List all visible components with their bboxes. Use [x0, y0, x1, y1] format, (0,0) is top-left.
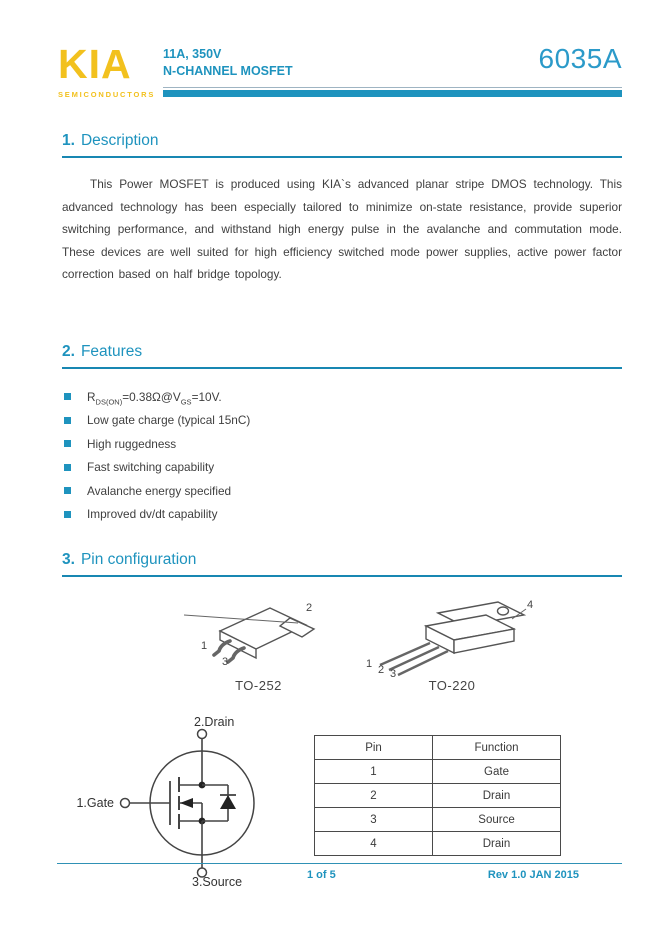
pin-label-3: 3: [221, 656, 228, 668]
description-paragraph: This Power MOSFET is produced using KIA`s advanced planar stripe DMOS technology. This advanced technology has been especially tailored to minimize on-state resistance, provide superior switching performance, and withstand high energy pulse in the avalanche and commutation mode. These devices are well suited for high efficiency switched mode power supplies, active power factor correction based on half bridge topology.: [62, 177, 622, 281]
column-header-pin: Pin: [315, 736, 433, 760]
source-label: 3.Source: [192, 875, 243, 889]
table-cell-function: Drain: [433, 832, 561, 856]
pin-label-1: 1: [365, 658, 372, 670]
table-row: [315, 760, 561, 784]
table-header-row: [315, 736, 561, 760]
drain-label: 2.Drain: [194, 715, 235, 729]
square-bullet-icon: [64, 393, 71, 400]
section-heading-pin-configuration: [62, 551, 622, 577]
square-bullet-icon: [64, 511, 71, 518]
square-bullet-icon: [64, 440, 71, 447]
page-footer: [57, 863, 622, 885]
logo-subtext: SEMICONDUCTORS: [58, 90, 156, 99]
pin-function-table: [314, 735, 561, 856]
pin-label-4: 4: [526, 599, 533, 611]
device-rating: 11A, 350V: [163, 47, 222, 61]
features-list: [62, 390, 622, 522]
header: [0, 0, 662, 99]
section-title: Description: [80, 132, 159, 149]
table-cell-function: Gate: [433, 760, 561, 784]
logo-text: KIA: [58, 41, 132, 87]
table-cell-function: Drain: [433, 784, 561, 808]
header-accent-bar: [163, 90, 622, 97]
revision-label: Rev 1.0 JAN 2015: [487, 869, 579, 881]
feature-text: Improved dv/dt capability: [87, 507, 218, 521]
package-drawings: [84, 597, 644, 693]
table-row: [315, 808, 561, 832]
pin-label-3: 3: [389, 668, 396, 680]
table-cell-pin: 4: [315, 832, 433, 856]
table-row: [315, 832, 561, 856]
section-title: Features: [80, 342, 143, 360]
pin-label-2: 2: [377, 664, 384, 676]
gate-label: 1.Gate: [76, 796, 114, 810]
feature-item: [62, 437, 622, 451]
column-header-function: Function: [433, 736, 561, 760]
feature-text: Avalanche energy specified: [87, 483, 232, 498]
feature-item-rdson: [62, 390, 622, 404]
table-row: [315, 784, 561, 808]
package-name: TO-252: [235, 678, 282, 693]
feature-text: Fast switching capability: [87, 460, 215, 474]
feature-item: [62, 507, 622, 521]
brand-logo: [58, 41, 163, 99]
feature-text: High ruggedness: [87, 436, 177, 451]
package-name: TO-220: [428, 678, 476, 693]
to-220-package-icon: [360, 597, 545, 680]
page-indicator: 1 of 5: [307, 869, 336, 881]
header-thin-rule: [163, 87, 622, 88]
mosfet-symbol-icon: [62, 715, 314, 887]
page-content: [0, 132, 662, 892]
feature-text: $R_{DS(ON)}=0.38\Omega@V_{GS}=10V$.: [87, 389, 222, 406]
table-cell-pin: 2: [315, 784, 433, 808]
square-bullet-icon: [64, 417, 71, 424]
table-cell-function: Source: [433, 808, 561, 832]
device-type: N-CHANNEL MOSFET: [163, 64, 293, 78]
table-cell-pin: 3: [315, 808, 433, 832]
feature-item: [62, 413, 622, 427]
device-summary: [163, 44, 293, 80]
section-heading-features: [62, 343, 622, 369]
header-main: [163, 44, 622, 99]
feature-item: [62, 484, 622, 498]
section-number: 3.: [62, 551, 75, 568]
section-heading-description: [62, 132, 622, 158]
section-number: 2.: [62, 342, 75, 360]
square-bullet-icon: [64, 464, 71, 471]
table-cell-pin: 1: [315, 760, 433, 784]
section-number: 1.: [62, 132, 75, 149]
part-number: 6035A: [538, 43, 622, 74]
feature-text: Low gate charge (typical 15nC): [87, 413, 251, 427]
square-bullet-icon: [64, 487, 71, 494]
pin-label-2: 2: [305, 602, 312, 614]
pin-label-1: 1: [200, 640, 207, 652]
to-252-package-icon: [184, 597, 334, 671]
feature-item: [62, 460, 622, 474]
package-to220: [360, 597, 545, 693]
section-title: Pin configuration: [80, 551, 197, 568]
package-to252: [184, 597, 334, 693]
